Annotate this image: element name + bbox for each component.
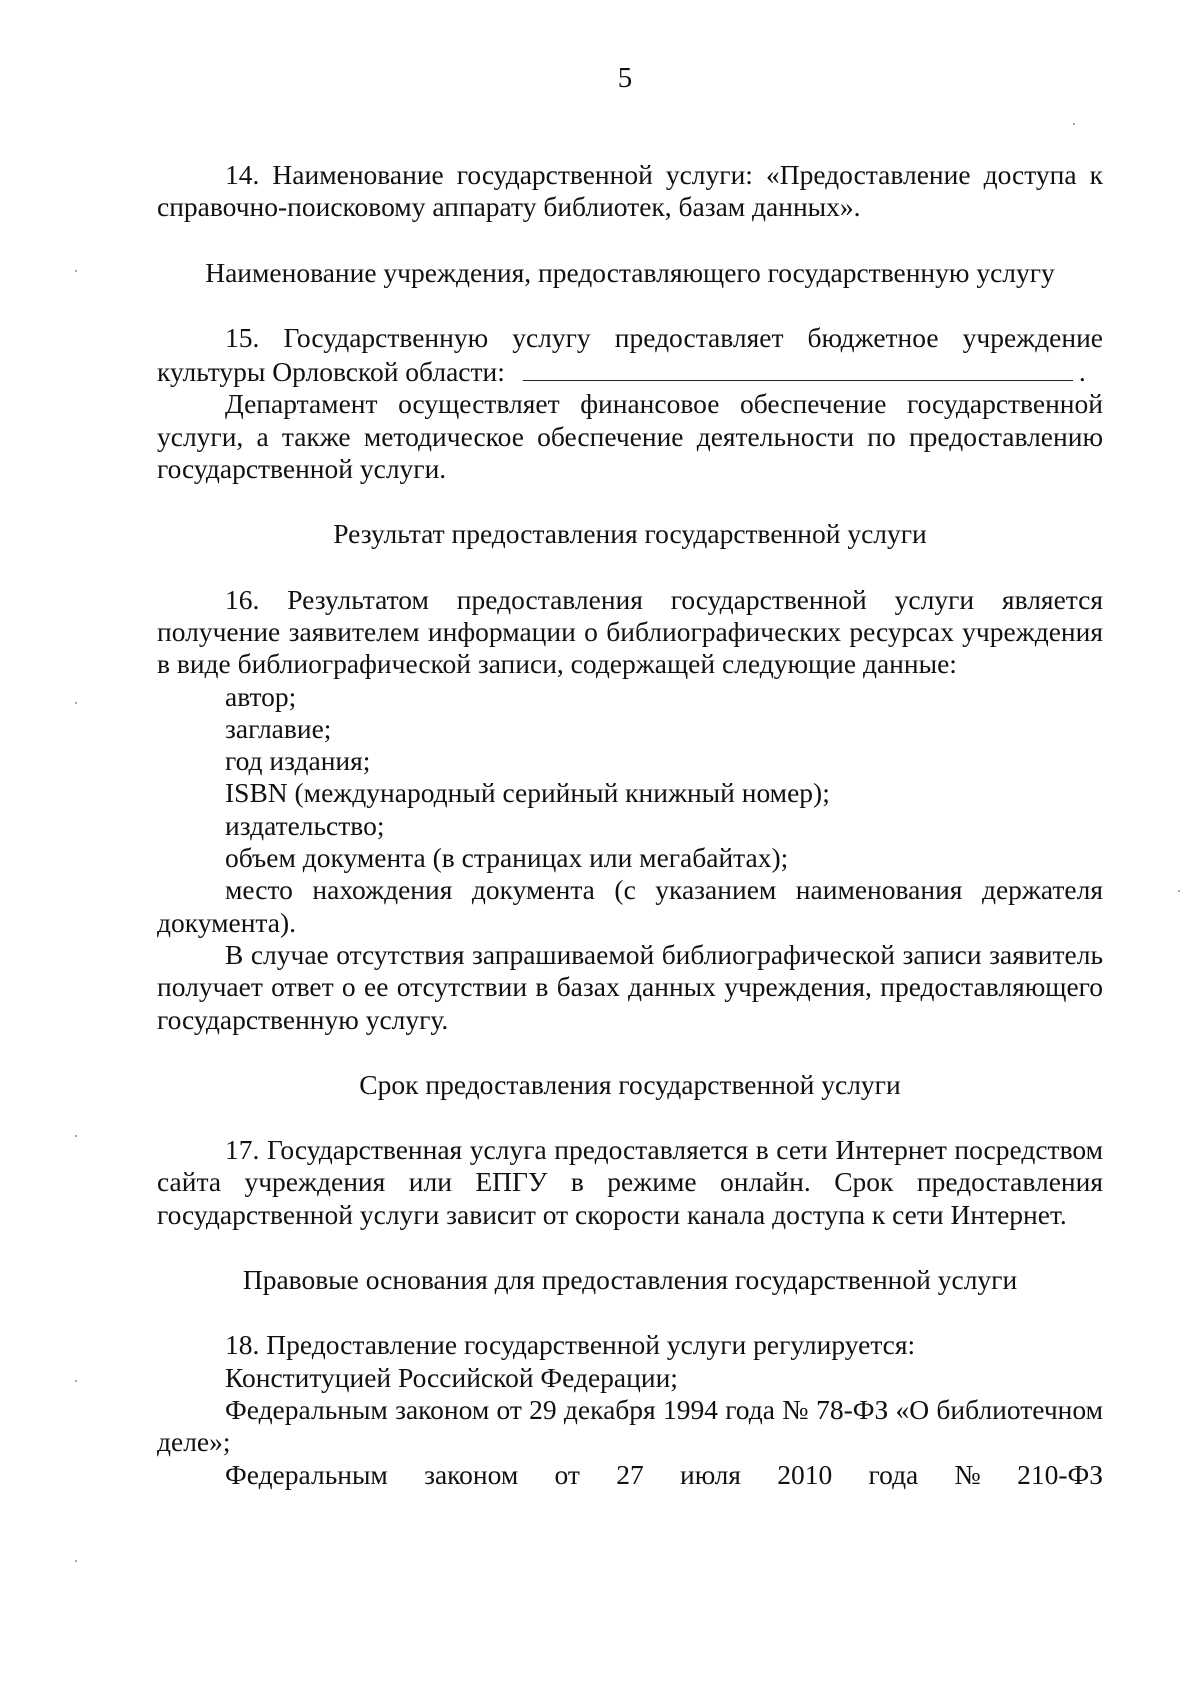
scan-speck	[75, 1380, 77, 1382]
department-paragraph: Департамент осуществляет финансовое обеспечение государственной услуги, а также методическое обеспечение деятельности по предоставлению государственной услуги.	[157, 388, 1103, 485]
constitution-item: Конституцией Российской Федерации;	[225, 1361, 678, 1393]
scan-speck	[75, 270, 77, 272]
law-78-fz-item: Федеральным законом от 29 декабря 1994 года № 78-ФЗ «О библиотечном деле»;	[157, 1393, 1103, 1458]
law-word: 210-ФЗ	[1017, 1458, 1103, 1490]
list-item-title: заглавие;	[225, 712, 332, 744]
law-word: года	[868, 1458, 919, 1490]
page-number: 5	[617, 62, 633, 94]
law-word: июля	[680, 1458, 741, 1490]
law-210-fz-line	[157, 1459, 1103, 1491]
scan-speck	[75, 1135, 77, 1137]
law-word: №	[954, 1458, 981, 1490]
list-item-author: автор;	[225, 680, 297, 712]
section-16-paragraph: 16. Результатом предоставления государственной услуги является получение заявителем информации о библиографических ресурсах учреждения в виде библиографической записи, содержащей следующие данные:	[157, 583, 1103, 680]
section-15-end: .	[1078, 356, 1086, 388]
absence-paragraph: В случае отсутствия запрашиваемой библиографической записи заявитель получает ответ о ее отсутствии в базах данных учреждения, предоставляющего государственную услугу.	[157, 938, 1103, 1035]
scan-speck	[75, 1560, 77, 1562]
law-word: от	[554, 1458, 580, 1490]
document-body	[157, 159, 1103, 1491]
scan-speck	[1073, 123, 1075, 125]
list-item-volume: объем документа (в страницах или мегабайтах);	[225, 842, 789, 874]
heading-legal: Правовые основания для предоставления государственной услуги	[242, 1264, 1018, 1296]
law-word: 27	[616, 1458, 644, 1490]
section-15-text: 15. Государственную услугу предоставляет бюджетное учреждение культуры Орловской области:	[157, 321, 1103, 388]
scan-speck	[1178, 890, 1180, 892]
list-item-isbn: ISBN (международный серийный книжный номер);	[225, 777, 830, 809]
section-15-paragraph	[157, 322, 1103, 389]
heading-term: Срок предоставления государственной услуги	[359, 1068, 901, 1100]
heading-institution: Наименование учреждения, предоставляющего государственную услугу	[205, 256, 1055, 288]
fill-in-blank-line	[523, 354, 1073, 381]
section-18-intro: 18. Предоставление государственной услуги регулируется:	[225, 1329, 916, 1361]
law-word: Федеральным	[225, 1458, 388, 1490]
list-item-location: место нахождения документа (с указанием наименования держателя документа).	[157, 874, 1103, 938]
law-word: законом	[424, 1458, 519, 1490]
heading-result: Результат предоставления государственной услуги	[333, 518, 927, 550]
scan-speck	[75, 702, 77, 704]
section-14-paragraph: 14. Наименование государственной услуги: «Предоставление доступа к справочно-поисковому аппарату библиотек, базам данных».	[157, 159, 1103, 223]
law-word: 2010	[777, 1458, 833, 1490]
list-item-publisher: издательство;	[225, 809, 385, 841]
section-17-paragraph: 17. Государственная услуга предоставляется в сети Интернет посредством сайта учреждения или ЕПГУ в режиме онлайн. Срок предоставления государственной услуги зависит от скорости канала доступа к сети Интернет.	[157, 1134, 1103, 1230]
list-item-year: год издания;	[225, 745, 371, 777]
